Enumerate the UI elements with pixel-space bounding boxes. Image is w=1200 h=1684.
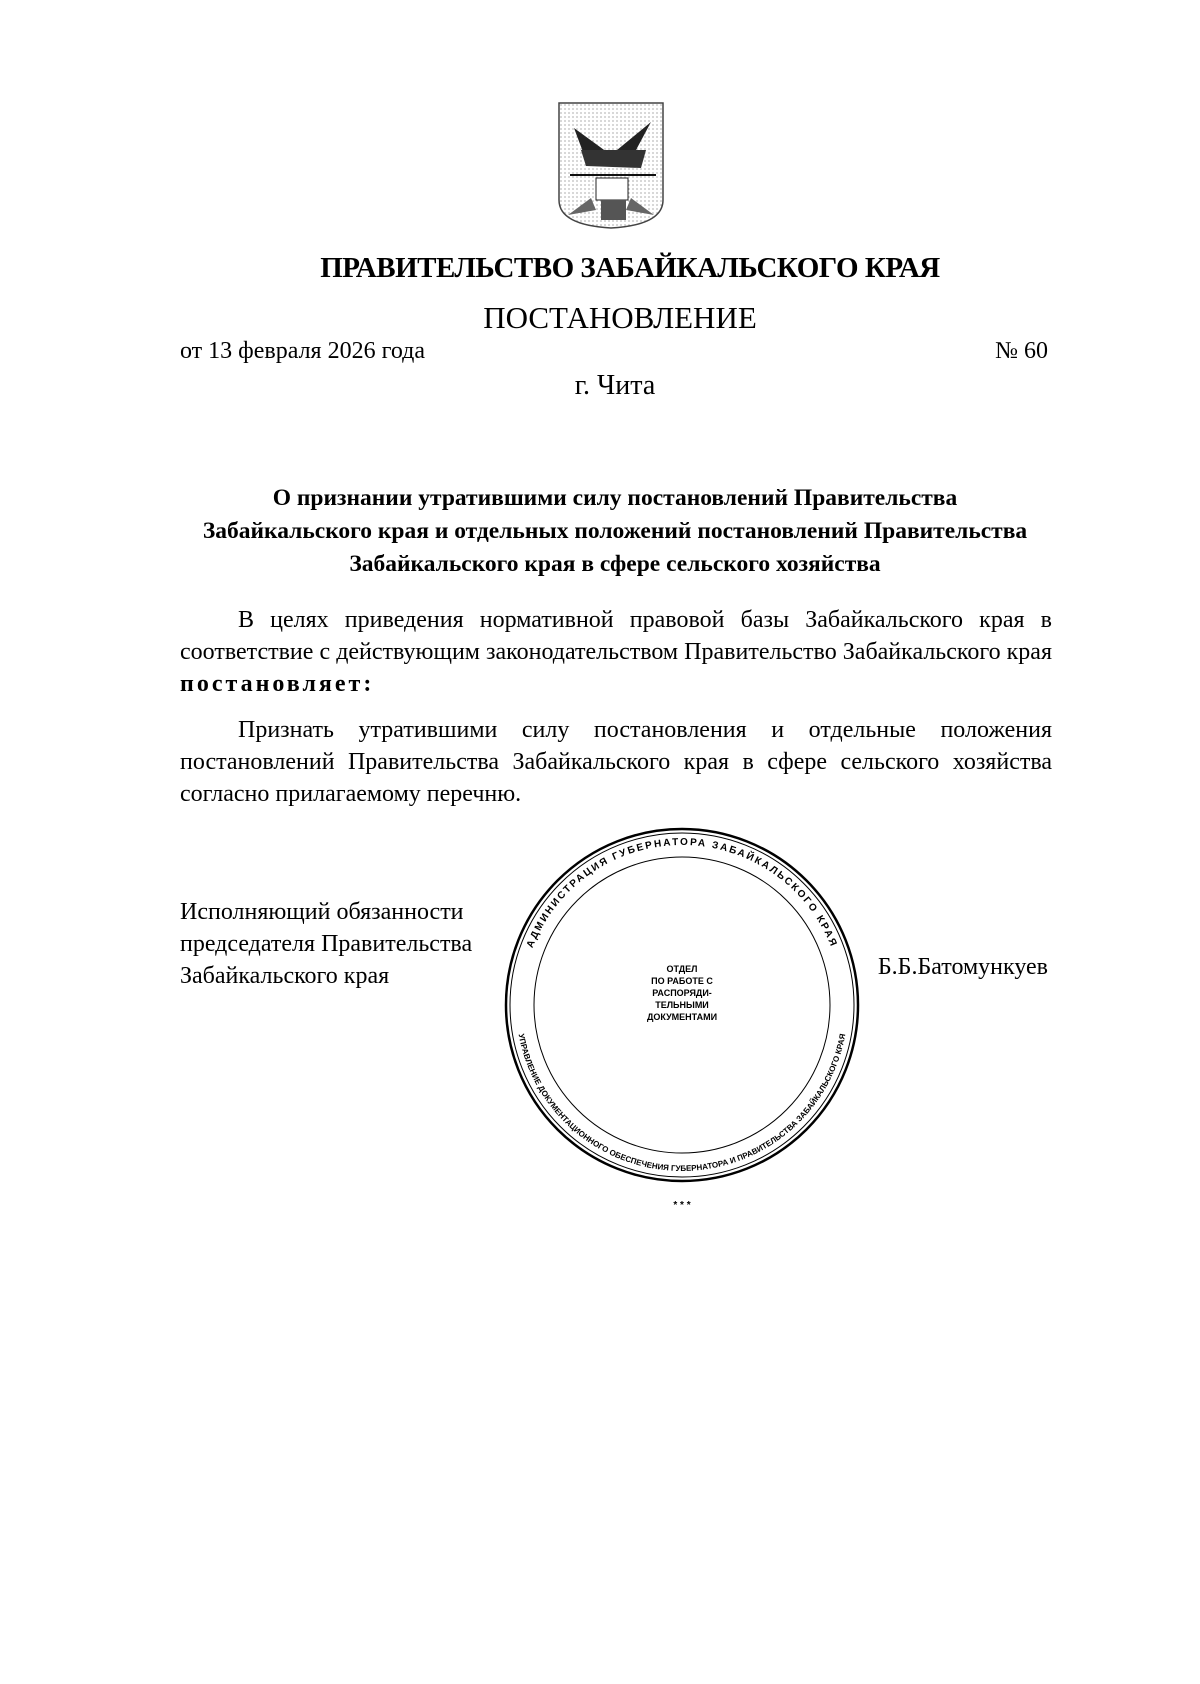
resolution-text: Признать утратившими силу постановления и отдельные положения постановлений Правительства Забайкальского края в сфере сельского хозяйства согласно прилагаемому перечню. [180,717,1052,807]
paragraph-preamble [180,604,1052,700]
document-number: № 60 [995,338,1048,364]
stamp-center-line: ТЕЛЬНЫМИ [655,1000,709,1010]
stamp-center-line: ДОКУМЕНТАМИ [646,1012,718,1022]
stamp-middle-ring: УПРАВЛЕНИЕ ДОКУМЕНТАЦИОННОГО ОБЕСПЕЧЕНИЯ ГУБЕРНАТОРА И ПРАВИТЕЛЬСТВА ЗАБАЙКАЛЬСКОГО КРАЯ [516,1032,848,1173]
stamp-stars: * * * [673,1200,691,1211]
signatory-name: Б.Б.Батомункуев [877,954,1048,980]
stamp-center-line: ОТДЕЛ [666,964,698,974]
coat-of-arms-emblem [556,100,666,230]
preamble-text: В целях приведения нормативной правовой базы Забайкальского края в соответствие с действующим законодательством Правительство Забайкальского края [180,607,1052,665]
document-date: от 13 февраля 2026 года [180,338,426,364]
document-type: ПОСТАНОВЛЕНИЕ [483,300,757,335]
stamp-center-line: РАСПОРЯДИ- [652,988,712,998]
resolves-word: постановляет: [180,671,375,697]
authority-title: ПРАВИТЕЛЬСТВО ЗАБАЙКАЛЬСКОГО КРАЯ [320,252,940,284]
paragraph-resolution [180,714,1052,810]
document-heading: О признании утратившими силу постановлений Правительства Забайкальского края и отдельных положений постановлений Правительства Забайкальского края в сфере сельского хозяйства [202,485,1028,577]
position-line: председателя Правительства [180,931,473,957]
signatory-position [180,896,472,992]
position-line: Исполняющий обязанности [180,899,464,925]
stamp-outer-ring: АДМИНИСТРАЦИЯ ГУБЕРНАТОРА ЗАБАЙКАЛЬСКОГО КРАЯ [524,836,840,950]
stamp-center-line: ПО РАБОТЕ С [651,976,713,986]
official-stamp [502,820,862,1220]
document-city: г. Чита [574,370,656,401]
position-line: Забайкальского края [180,963,390,989]
